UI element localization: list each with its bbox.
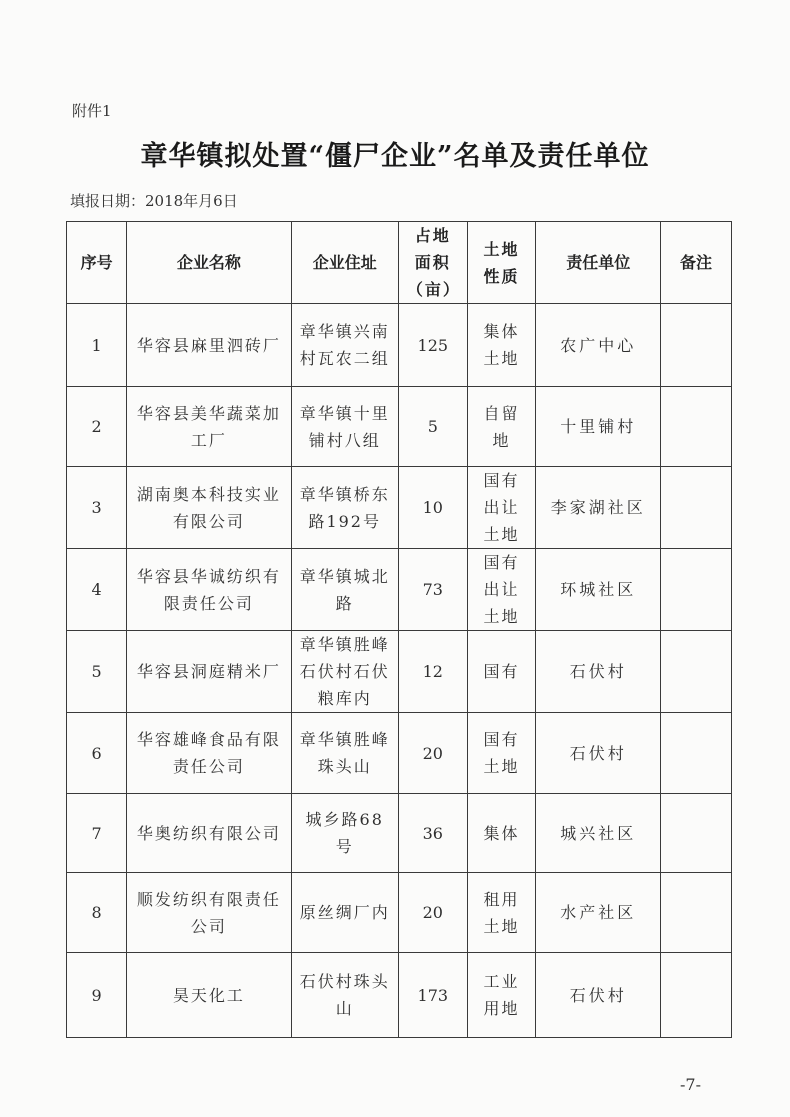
cell-area: 5 <box>398 387 467 467</box>
table-row <box>67 794 732 873</box>
cell-no: 6 <box>67 713 127 794</box>
table-row <box>67 467 732 549</box>
cell-land-type <box>467 549 536 631</box>
header-name: 企业名称 <box>127 222 291 304</box>
cell-address <box>291 304 398 387</box>
cell-note <box>661 713 732 794</box>
cell-address <box>291 953 398 1038</box>
cell-name-text: 华容县洞庭精米厂 <box>136 662 281 681</box>
header-note: 备注 <box>661 222 732 304</box>
cell-area: 73 <box>398 549 467 631</box>
cell-name-text: 昊天化工 <box>172 985 245 1005</box>
header-no: 序号 <box>67 222 127 304</box>
cell-name-text: 华容雄峰食品有限责任公司 <box>136 730 281 776</box>
cell-responsible-unit <box>536 953 661 1038</box>
table-header-row <box>67 222 732 304</box>
cell-name <box>127 631 291 713</box>
cell-land-type <box>467 713 536 794</box>
header-area <box>398 222 467 304</box>
cell-responsible-unit <box>536 304 661 387</box>
cell-name <box>127 387 291 467</box>
cell-land-type-text: 国有出让土地 <box>483 553 520 626</box>
cell-responsible-unit <box>536 467 661 549</box>
cell-no: 8 <box>67 873 127 953</box>
cell-address-text: 章华镇胜峰石伏村石伏粮库内 <box>299 635 390 708</box>
header-address: 企业住址 <box>291 222 398 304</box>
cell-address-text: 章华镇十里铺村八组 <box>299 403 390 450</box>
cell-note <box>661 794 732 873</box>
cell-land-type-text: 自留地 <box>483 403 520 450</box>
cell-area: 173 <box>398 953 467 1038</box>
cell-no: 9 <box>67 953 127 1038</box>
cell-name <box>127 713 291 794</box>
cell-responsible-unit-text: 石伏村 <box>569 985 627 1005</box>
cell-address <box>291 713 398 794</box>
cell-no: 4 <box>67 549 127 631</box>
cell-address <box>291 873 398 953</box>
cell-area: 20 <box>398 713 467 794</box>
cell-responsible-unit <box>536 873 661 953</box>
cell-land-type <box>467 873 536 953</box>
table-row <box>67 713 732 794</box>
cell-note <box>661 873 732 953</box>
table-row <box>67 631 732 713</box>
cell-no: 5 <box>67 631 127 713</box>
cell-responsible-unit-text: 十里铺村 <box>560 417 637 436</box>
header-land-type-label: 土地性质 <box>483 239 520 286</box>
cell-note <box>661 953 732 1038</box>
header-responsible-unit: 责任单位 <box>536 222 661 304</box>
cell-responsible-unit <box>536 631 661 713</box>
cell-responsible-unit <box>536 549 661 631</box>
cell-name <box>127 953 291 1038</box>
cell-responsible-unit-text: 城兴社区 <box>560 823 637 843</box>
page-number: -7- <box>680 1075 701 1094</box>
cell-area: 36 <box>398 794 467 873</box>
cell-area: 125 <box>398 304 467 387</box>
cell-name <box>127 549 291 631</box>
table-row <box>67 387 732 467</box>
cell-responsible-unit-text: 环城社区 <box>560 580 637 599</box>
cell-responsible-unit-text: 石伏村 <box>569 662 627 681</box>
cell-note <box>661 549 732 631</box>
cell-name-text: 顺发纺织有限责任公司 <box>136 889 281 936</box>
cell-area: 20 <box>398 873 467 953</box>
table-row <box>67 873 732 953</box>
table-row <box>67 304 732 387</box>
cell-address-text: 章华镇桥东路192号 <box>299 484 390 531</box>
cell-land-type-text: 国有土地 <box>483 730 520 776</box>
table-row <box>67 549 732 631</box>
cell-address <box>291 549 398 631</box>
cell-no: 1 <box>67 304 127 387</box>
cell-name-text: 华奥纺织有限公司 <box>136 823 281 843</box>
cell-name <box>127 467 291 549</box>
cell-area: 10 <box>398 467 467 549</box>
cell-responsible-unit <box>536 713 661 794</box>
cell-no: 3 <box>67 467 127 549</box>
cell-land-type-text: 集体土地 <box>483 322 520 368</box>
cell-name <box>127 873 291 953</box>
cell-note <box>661 467 732 549</box>
cell-name <box>127 304 291 387</box>
enterprise-table <box>66 221 732 1038</box>
cell-land-type <box>467 467 536 549</box>
cell-note <box>661 304 732 387</box>
cell-name-text: 华容县华诚纺织有限责任公司 <box>136 566 281 613</box>
cell-name-text: 湖南奥本科技实业有限公司 <box>136 484 281 531</box>
cell-address-text: 原丝绸厂内 <box>299 903 390 922</box>
attachment-label: 附件1 <box>72 102 112 120</box>
cell-name <box>127 794 291 873</box>
cell-address <box>291 794 398 873</box>
document-title: 章华镇拟处置“僵尸企业”名单及责任单位 <box>140 141 650 172</box>
cell-address <box>291 631 398 713</box>
table-body <box>67 304 732 1038</box>
cell-land-type-text: 租用土地 <box>483 889 520 936</box>
cell-responsible-unit-text: 李家湖社区 <box>550 498 646 517</box>
cell-land-type-text: 工业用地 <box>483 972 520 1018</box>
cell-responsible-unit <box>536 794 661 873</box>
cell-name-text: 华容县麻里泗砖厂 <box>136 335 281 355</box>
cell-address <box>291 387 398 467</box>
cell-address-text: 石伏村珠头山 <box>299 972 390 1018</box>
cell-responsible-unit-text: 石伏村 <box>569 743 627 763</box>
cell-land-type <box>467 953 536 1038</box>
cell-land-type-text: 集体 <box>483 823 520 843</box>
cell-land-type <box>467 631 536 713</box>
cell-land-type-text: 国有 <box>483 662 520 681</box>
cell-address-text: 章华镇兴南村瓦农二组 <box>299 322 390 368</box>
cell-land-type <box>467 387 536 467</box>
cell-land-type <box>467 794 536 873</box>
fill-date: 填报日期：2018年月6日 <box>70 192 238 210</box>
cell-responsible-unit-text: 水产社区 <box>560 903 637 922</box>
cell-land-type <box>467 304 536 387</box>
cell-responsible-unit <box>536 387 661 467</box>
header-area-label: 占地面积（亩） <box>406 226 461 299</box>
cell-address-text: 章华镇胜峰珠头山 <box>299 730 390 776</box>
header-land-type <box>467 222 536 304</box>
table-row <box>67 953 732 1038</box>
cell-no: 2 <box>67 387 127 467</box>
cell-address <box>291 467 398 549</box>
cell-note <box>661 387 732 467</box>
cell-address-text: 城乡路68号 <box>305 810 384 856</box>
cell-note <box>661 631 732 713</box>
cell-area: 12 <box>398 631 467 713</box>
cell-address-text: 章华镇城北路 <box>299 566 390 613</box>
cell-land-type-text: 国有出让土地 <box>483 471 520 544</box>
cell-no: 7 <box>67 794 127 873</box>
cell-responsible-unit-text: 农广中心 <box>560 335 637 355</box>
cell-name-text: 华容县美华蔬菜加工厂 <box>136 403 281 450</box>
